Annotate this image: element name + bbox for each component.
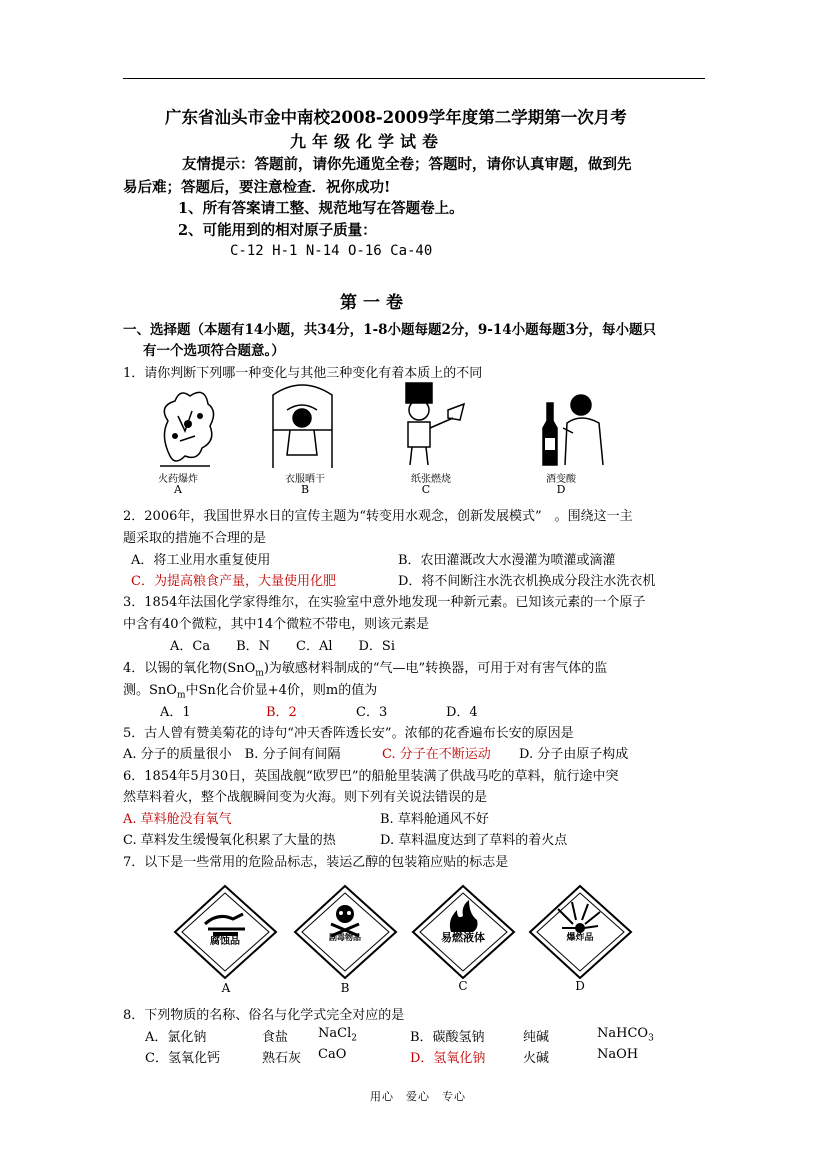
section1-line2: 有一个选项符合题意。） (143, 343, 285, 359)
q2-option-c (131, 570, 336, 589)
q2-line1: 2．2006年，我国世界水日的宣传主题为“转变用水观念，创新发展模式” 。围绕这一主 (123, 509, 633, 524)
explosion-illustration (150, 386, 220, 471)
q4-line1: 4．以锡的氧化物(SnO$_m$)为敏感材料制成的“气—电”转换器，可用于对有害气体的监 (123, 661, 608, 679)
atomic-masses: C-12 H-1 N-14 O-16 Ca-40 (230, 243, 433, 259)
q7-letter-d: D (575, 979, 585, 993)
q8-option-c-name: C．氢氧化钙 (145, 1051, 220, 1066)
q8-option-b-name: B．碳酸氢钠 (410, 1030, 485, 1045)
q5-option-d: D. 分子由原子构成 (519, 747, 629, 762)
q7-stem: 7．以下是一些常用的危险品标志，装运乙醇的包装箱应贴的标志是 (123, 855, 509, 870)
page-footer: 用心 爱心 专心 (370, 1090, 466, 1103)
q8-option-d-common: 火碱 (523, 1051, 550, 1066)
q6-line2: 然草料着火，整个战舰瞬间变为火海。则下列有关说法错误的是 (123, 790, 488, 805)
q1-caption-b: 衣服晒干 (285, 474, 325, 485)
q1-letter-a: A (174, 483, 182, 496)
q1-caption-a: 火药爆炸 (158, 474, 198, 485)
q6-option-d: D. 草料温度达到了草料的着火点 (380, 833, 568, 848)
tip-line-1: 友情提示：答题前，请你先通览全卷；答题时，请你认真审题，做到先 (182, 156, 632, 173)
q4-option-d: D．4 (446, 705, 478, 720)
exam-title: 广东省汕头市金中南校2008-2009学年度第二学期第一次月考 (165, 108, 627, 127)
q7-letter-c: C (458, 979, 468, 993)
q2-option-c-text: C．为提高粮食产量，大量使用化肥 (131, 574, 336, 589)
volume-title: 第一卷 (340, 293, 409, 313)
q8-option-c-formula: CaO (318, 1047, 347, 1062)
drying-clothes-illustration (265, 380, 340, 470)
q7-sign-label-c: 易燃液体 (441, 931, 485, 944)
rule-1: 1、所有答案请工整、规范地写在答题卷上。 (178, 200, 464, 217)
q7-letter-b: B (340, 981, 350, 995)
q4-option-a: A．1 (160, 705, 191, 720)
rule-2: 2、可能用到的相对原子质量： (178, 222, 377, 239)
q1-caption-c: 纸张燃烧 (411, 474, 451, 485)
section1-line1: 一、选择题（本题有14小题，共34分，1-8小题每题2分，9-14小题每题3分，每小题只 (123, 322, 657, 338)
q4-line2: 测。SnO$_m$中Sn化合价显+4价，则m的值为 (123, 683, 378, 701)
q8-option-c-common: 熟石灰 (262, 1051, 302, 1066)
q1-caption-d: 酒变酸 (546, 474, 576, 485)
q6-option-c: C. 草料发生缓慢氧化积累了大量的热 (123, 833, 336, 848)
q2-option-a: A．将工业用水重复使用 (131, 553, 271, 568)
burning-paper-illustration (398, 380, 468, 470)
q3-line2: 中含有40个微粒，其中14个微粒不带电，则该元素是 (123, 617, 430, 632)
sour-wine-illustration (533, 383, 608, 468)
q5-line1: 5．古人曾有赞美菊花的诗句“冲天香阵透长安”。浓郁的花香遍布长安的原因是 (123, 726, 574, 741)
q4-option-c: C．3 (356, 705, 388, 720)
q8-option-d-formula: NaOH (597, 1047, 639, 1062)
q7-sign-label-b: 剧毒物品 (329, 932, 361, 942)
q3-line1: 3．1854年法国化学家得维尔，在实验室中意外地发现一种新元素。已知该元素的一个原子 (123, 595, 646, 610)
q8-option-a-common: 食盐 (262, 1030, 289, 1045)
q6-line1: 6．1854年5月30日，英国战舰“欧罗巴”的船舱里装满了供战马吃的草料，航行途中突 (123, 769, 619, 784)
q5-options-ab: A. 分子的质量很小 B. 分子间有间隔 (123, 747, 341, 762)
q1-letter-c: C (421, 483, 431, 496)
q8-option-d-name: D．氢氧化钠 (410, 1051, 486, 1066)
header-rule (123, 78, 705, 79)
q8-option-a-name: A．氯化钠 (145, 1030, 207, 1045)
q7-sign-label-a: 腐蚀品 (210, 936, 240, 947)
q4-option-b: B．2 (266, 705, 297, 720)
q3-options: A．Ca B．N C．Al D．Si (170, 639, 395, 654)
q2-line2: 题采取的措施不合理的是 (123, 531, 267, 546)
q6-option-a: A. 草料舱没有氧气 (123, 812, 232, 827)
q7-letter-a: A (221, 981, 231, 995)
q8-option-b-formula: NaHCO$_3$ (597, 1026, 654, 1044)
q1-letter-b: B (300, 483, 310, 496)
q1-stem: 1．请你判断下列哪一种变化与其他三种变化有着本质上的不同 (123, 366, 483, 381)
q1-letter-d: D (556, 483, 566, 496)
tip-line-2: 易后难；答题后，要注意检查．祝你成功! (123, 179, 391, 196)
q7-sign-label-d: 爆炸品 (566, 933, 594, 943)
q5-option-c: C. 分子在不断运动 (382, 747, 491, 762)
q2-option-d: D．将不间断注水洗衣机换成分段注水洗衣机 (398, 574, 656, 589)
q2-option-b: B．农田灌溉改大水漫灌为喷灌或滴灌 (398, 553, 616, 568)
q8-stem: 8．下列物质的名称、俗名与化学式完全对应的是 (123, 1008, 405, 1023)
q8-option-a-formula: NaCl$_2$ (318, 1026, 357, 1044)
exam-subtitle: 九年级化学试卷 (290, 132, 445, 151)
q6-option-b: B. 草料舱通风不好 (380, 812, 489, 827)
q8-option-b-common: 纯碱 (523, 1030, 550, 1045)
